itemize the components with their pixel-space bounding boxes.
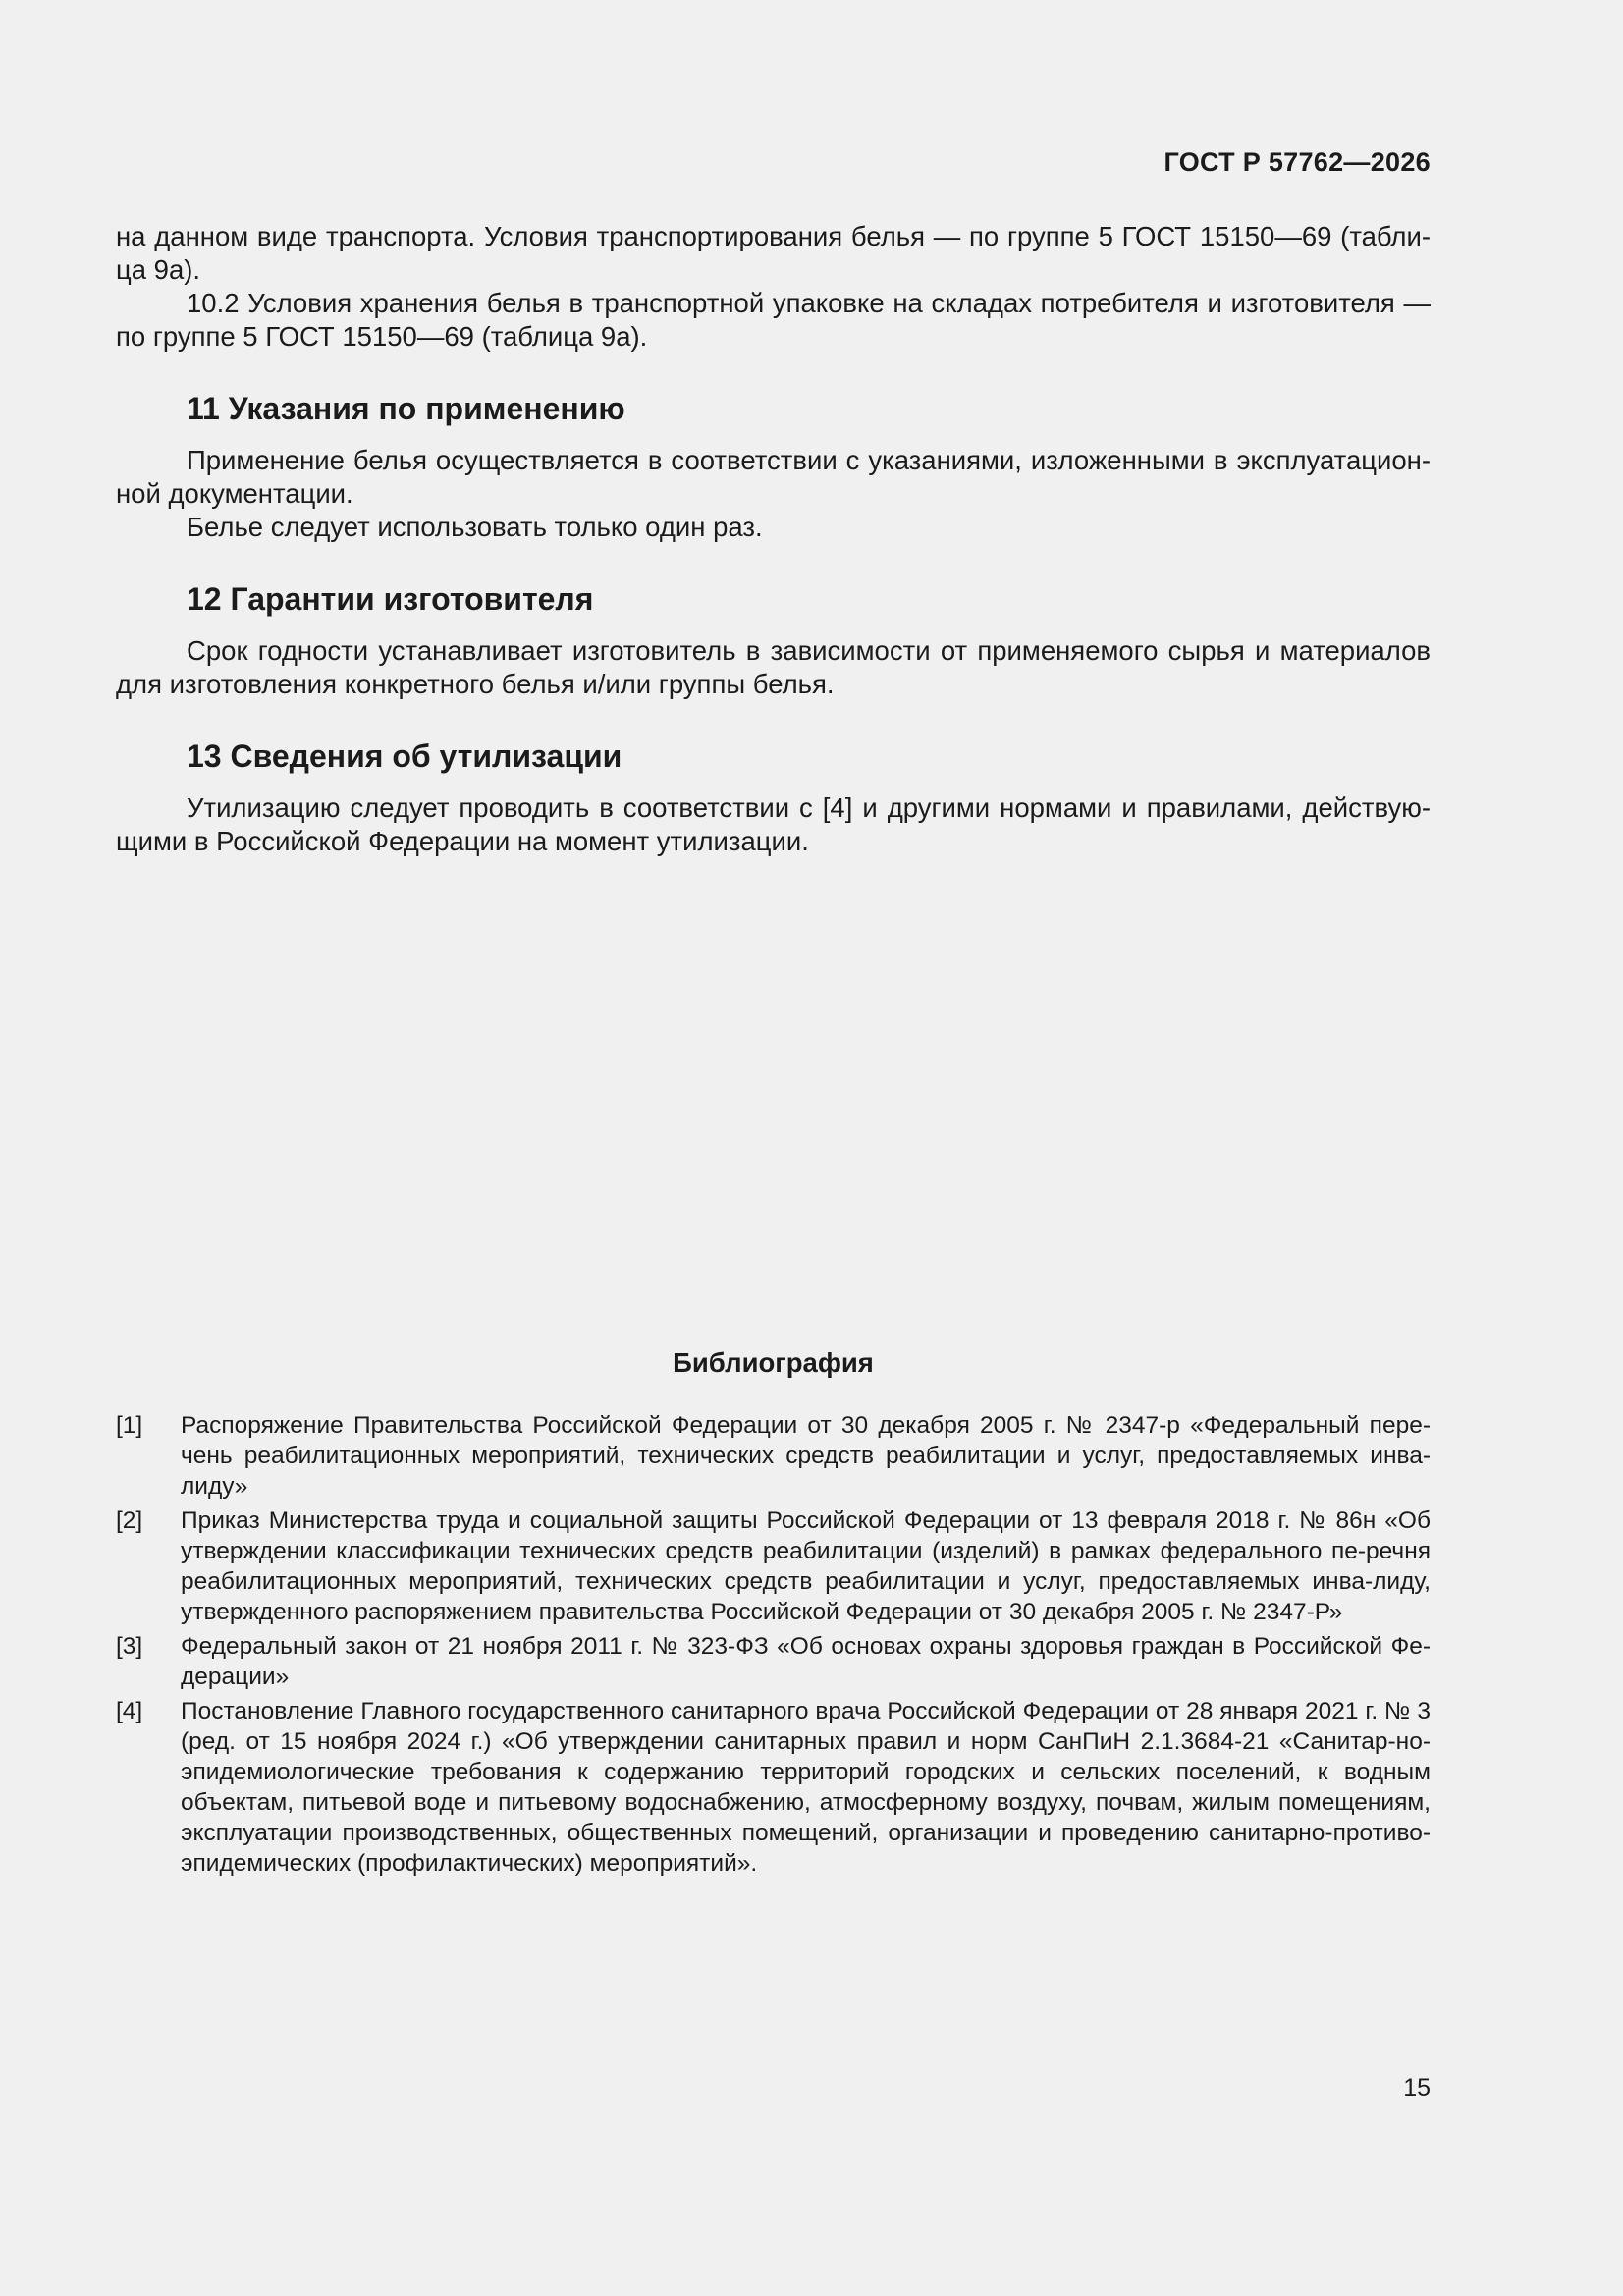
bibliography-entry-text: Федеральный закон от 21 ноября 2011 г. № 323-ФЗ «Об основах охраны здоровья граждан в Российской Фе-дерации» (181, 1633, 1431, 1690)
bibliography-entry-number: [3] (116, 1633, 143, 1660)
section-11-paragraph-1: Применение белья осуществляется в соответствии с указаниями, изложенными в эксплуатацион-ной документации. (116, 445, 1431, 509)
section-13-paragraph-1: Утилизацию следует проводить в соответствии с [4] и другими нормами и правилами, действую-щими в Российской Федерации на момент утилизации. (116, 793, 1431, 856)
bibliography (116, 1345, 1431, 1883)
main-content (116, 220, 1431, 858)
section-12-title: 12 Гарантии изготовителя (187, 581, 594, 617)
section-13-title: 13 Сведения об утилизации (187, 738, 622, 774)
page-number: 15 (1403, 2074, 1431, 2102)
bibliography-entry (116, 1505, 1431, 1627)
bibliography-entry-text: Распоряжение Правительства Российской Федерации от 30 декабря 2005 г. № 2347-р «Федеральный пере-чень реабилитационных мероприятий, технических средств реабилитации и услуг, предоставляемых инва-лиду» (181, 1412, 1431, 1500)
bibliography-entry (116, 1696, 1431, 1879)
bibliography-entry-number: [2] (116, 1507, 143, 1534)
paragraph-10-2: 10.2 Условия хранения белья в транспортной упаковке на складах потребителя и изготовителя — по группе 5 ГОСТ 15150—69 (таблица 9а). (116, 288, 1431, 352)
bibliography-entry-number: [1] (116, 1412, 143, 1439)
paragraph-continued: на данном виде транспорта. Условия транспортирования белья — по группе 5 ГОСТ 15150—69 (табли-ца 9а). (116, 221, 1431, 285)
bibliography-entry-number: [4] (116, 1698, 143, 1724)
bibliography-title: Библиография (673, 1347, 874, 1378)
section-12-paragraph-1: Срок годности устанавливает изготовитель в зависимости от применяемого сырья и материалов для изготовления конкретного белья и/или группы белья. (116, 635, 1431, 699)
section-11-title: 11 Указания по применению (187, 391, 625, 426)
standard-code: ГОСТ Р 57762—2026 (1163, 147, 1431, 177)
bibliography-entry (116, 1631, 1431, 1692)
bibliography-entry-text: Постановление Главного государственного санитарного врача Российской Федерации от 28 января 2021 г. № 3 (ред. от 15 ноября 2024 г.) «Об утверждении санитарных правил и норм СанПиН 2.1.3684-21 «Санитар-но-эпидемиологические требования к содержанию территорий городских и сельских поселений, к водным объектам, питьевой воде и питьевому водоснабжению, атмосферному воздуху, почвам, жилым помещениям, эксплуатации производственных, общественных помещений, организации и проведению санитарно-противо-эпидемических (профилактических) мероприятий». (181, 1698, 1431, 1877)
bibliography-entry-text: Приказ Министерства труда и социальной защиты Российской Федерации от 13 февраля 2018 г. № 86н «Об утверждении классификации технических средств реабилитации (изделий) в рамках федерального пе-речня реабилитационных мероприятий, технических средств реабилитации и услуг, предоставляемых инва-лиду, утвержденного распоряжением правительства Российской Федерации от 30 декабря 2005 г. № 2347-Р» (181, 1507, 1431, 1625)
section-11-paragraph-2: Белье следует использовать только один раз. (187, 512, 763, 542)
bibliography-entry (116, 1410, 1431, 1502)
